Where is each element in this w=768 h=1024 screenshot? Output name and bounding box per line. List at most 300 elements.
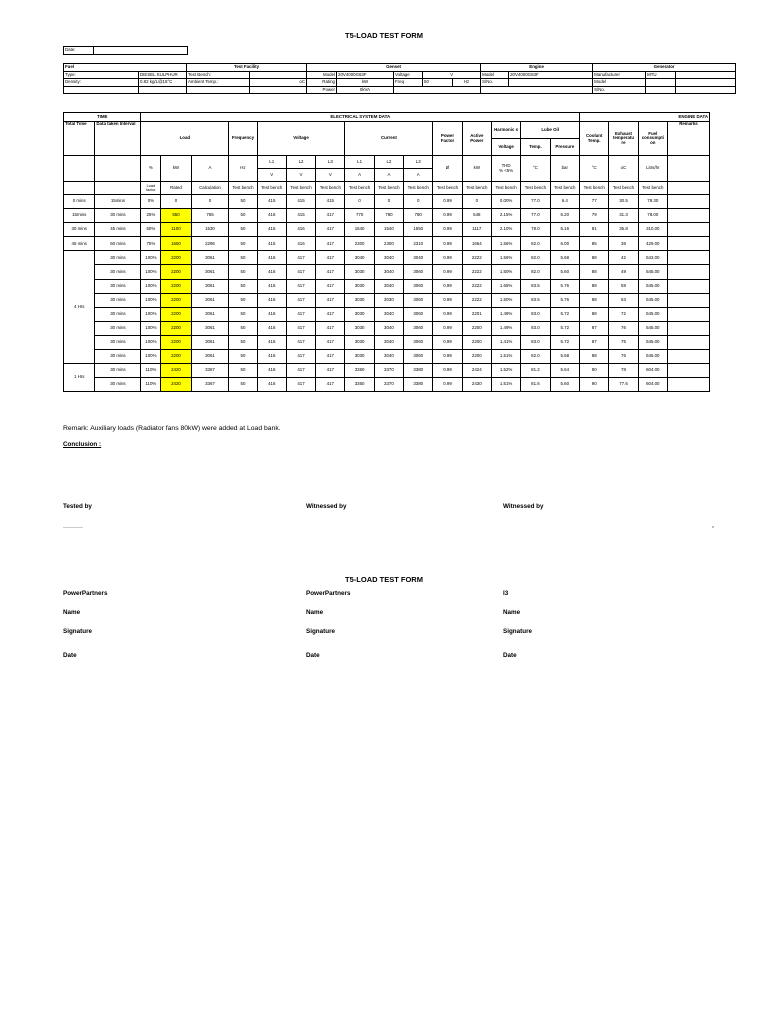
gen-sno-field[interactable] [646, 86, 676, 94]
lube-temp-cell: 82.0 [521, 350, 550, 364]
rating-label: Rating [307, 79, 337, 87]
exhaust-temp-cell: 59 [609, 279, 638, 293]
current-l2-cell: 2300 [374, 237, 403, 251]
frequency-cell: 50 [229, 251, 257, 265]
load-pct-cell: 100% [141, 251, 161, 265]
voltage-unit: V [423, 71, 481, 79]
harmonics-voltage-header: Voltage [491, 139, 520, 156]
facility-blank-1 [187, 86, 250, 94]
current-l2-unit: A [374, 169, 403, 182]
lube-temp-cell: 83.5 [521, 279, 550, 293]
voltage-l2-cell: 416 [286, 223, 315, 237]
gen-manufacturer-label: Manufacturer [593, 71, 646, 79]
current-l2-cell: 1540 [374, 223, 403, 237]
current-l1-cell: 3030 [345, 279, 374, 293]
power-factor-cell: 0.99 [433, 350, 462, 364]
power-factor-cell: 0.99 [433, 209, 462, 223]
voltage-l3-cell: 417 [316, 265, 345, 279]
thd-label: THD [501, 162, 511, 168]
active-power-cell: 2222 [462, 265, 491, 279]
table-row [64, 237, 710, 251]
thd-cell: 1.49% [491, 307, 520, 321]
interval-cell: 30 mins [95, 209, 141, 223]
current-l2-cell: 3040 [374, 350, 403, 364]
current-l2-cell: 3040 [374, 307, 403, 321]
lube-pressure-cell: 5.72 [550, 321, 580, 335]
current-l1-cell: 3030 [345, 307, 374, 321]
frequency-cell: 50 [229, 364, 257, 378]
ambient-label: Ambient Temp.: [187, 79, 250, 87]
remarks-cell [667, 237, 709, 251]
coolant-temp-cell: 77 [580, 195, 609, 209]
interval-cell: 60 mins [95, 237, 141, 251]
current-l3-cell: 1550 [404, 223, 433, 237]
voltage-l2-cell: 416 [286, 237, 315, 251]
thd-limit: % <5% [499, 167, 514, 173]
gen-manufacturer-extra [676, 71, 736, 79]
interval-unit [95, 156, 141, 182]
exhaust-temp-cell: 38 [609, 237, 638, 251]
coolant-temp-cell: 81 [580, 223, 609, 237]
current-l1-cell: 1540 [345, 223, 374, 237]
load-kw-cell: 1100 [161, 223, 191, 237]
coolant-temp-cell: 90 [580, 364, 609, 378]
voltage-l2-cell: 417 [286, 364, 315, 378]
gen-model-field[interactable] [646, 79, 676, 87]
load-amp-cell: 3061 [191, 307, 229, 321]
current-l2-cell: 0 [374, 195, 403, 209]
lube-pressure-cell: 5.68 [550, 350, 580, 364]
page2-date-1: Date [63, 652, 77, 659]
exhaust-temp-cell: 42 [609, 251, 638, 265]
source-calculation: Calculation [191, 182, 229, 195]
unit-kw: kW [161, 156, 191, 182]
interval-cell: 30 mins [95, 293, 141, 307]
date-field[interactable] [94, 47, 188, 55]
table-row [64, 364, 710, 378]
load-pct-cell: 100% [141, 335, 161, 349]
current-l2: L2 [374, 156, 403, 169]
lube-temp-cell: 83.0 [521, 321, 550, 335]
fuel-consumption-cell: 545.00 [638, 279, 667, 293]
source-lube-temp: Test bench [521, 182, 550, 195]
current-l3-cell: 3060 [404, 321, 433, 335]
current-l3-cell: 3060 [404, 335, 433, 349]
current-l2-cell: 3030 [374, 293, 403, 307]
witnessed-by-label-2: Witnessed by [503, 503, 544, 510]
voltage-l2-unit: V [286, 169, 315, 182]
unit-lube-pressure: bar [550, 156, 580, 182]
voltage-l1-cell: 415 [257, 195, 286, 209]
load-pct-cell: 100% [141, 293, 161, 307]
power-factor-cell: 0.99 [433, 335, 462, 349]
voltage-l1-cell: 416 [257, 251, 286, 265]
frequency-cell: 50 [229, 321, 257, 335]
coolant-temp-header: Coolant Temp. [580, 122, 609, 156]
current-l3-cell: 3060 [404, 279, 433, 293]
current-l1-cell: 3030 [345, 265, 374, 279]
faint-mark-left [63, 527, 83, 528]
fuel-consumption-cell: 545.00 [638, 321, 667, 335]
unit-amp: A [191, 156, 229, 182]
frequency-cell: 50 [229, 209, 257, 223]
tested-by-label: Tested by [63, 503, 92, 510]
exhaust-temp-cell: 78 [609, 364, 638, 378]
interval-cell: 30 mins [95, 265, 141, 279]
exhaust-temp-cell: 49 [609, 265, 638, 279]
current-l1-cell: 2300 [345, 237, 374, 251]
lube-pressure-cell: 6.16 [550, 223, 580, 237]
lube-pressure-cell: 6.20 [550, 209, 580, 223]
engine-model-label: Model [481, 71, 509, 79]
coolant-temp-cell: 88 [580, 279, 609, 293]
frequency-cell: 50 [229, 293, 257, 307]
power-factor-cell: 0.99 [433, 223, 462, 237]
voltage-l2-cell: 417 [286, 307, 315, 321]
coolant-temp-cell: 87 [580, 321, 609, 335]
load-kw-cell: 2200 [161, 279, 191, 293]
coolant-temp-cell: 88 [580, 350, 609, 364]
active-power-cell: 1117 [462, 223, 491, 237]
source-v2: Test bench [286, 182, 315, 195]
lube-pressure-cell: 5.60 [550, 265, 580, 279]
remarks-cell [667, 321, 709, 335]
load-kw-cell: 2200 [161, 321, 191, 335]
interval-cell: 30 mins [95, 321, 141, 335]
thd-cell: 1.52% [491, 364, 520, 378]
lube-temp-cell: 83.5 [521, 293, 550, 307]
genset-model-value: 20V4000G63F [337, 71, 394, 79]
frequency-cell: 50 [229, 265, 257, 279]
total-time-unit [64, 156, 95, 182]
generator-section-header: Generator [593, 64, 736, 72]
voltage-l3: L3 [316, 156, 345, 169]
thd-cell: 0.00% [491, 195, 520, 209]
witnessed-by-label-1: Witnessed by [306, 503, 347, 510]
data-rows [64, 195, 710, 392]
load-amp-cell: 1530 [191, 223, 229, 237]
gen-manufacturer-value: MTU [646, 71, 676, 79]
voltage-l1-cell: 416 [257, 265, 286, 279]
current-l2-cell: 3370 [374, 364, 403, 378]
table-row [64, 251, 710, 265]
total-time-cell: 4 Hrs [64, 251, 95, 364]
lube-pressure-cell: 6.4 [550, 195, 580, 209]
frequency-cell: 50 [229, 195, 257, 209]
source-v1: Test bench [257, 182, 286, 195]
voltage-l3-cell: 417 [316, 251, 345, 265]
current-l2-cell: 3040 [374, 279, 403, 293]
load-amp-cell: 3061 [191, 293, 229, 307]
exhaust-temp-cell: 76 [609, 321, 638, 335]
voltage-l2-cell: 417 [286, 321, 315, 335]
fuel-density-label: Density: [64, 79, 139, 87]
table-row [64, 335, 710, 349]
table-row [64, 307, 710, 321]
voltage-l1-cell: 416 [257, 364, 286, 378]
table-row [64, 265, 710, 279]
load-pct-cell: 100% [141, 307, 161, 321]
fuel-consumption-cell: 545.00 [638, 335, 667, 349]
voltage-l1: L1 [257, 156, 286, 169]
fuel-consumption-cell: 543.00 [638, 251, 667, 265]
source-coolant: Test bench [580, 182, 609, 195]
voltage-l3-cell: 417 [316, 279, 345, 293]
lube-temp-cell: 82.0 [521, 251, 550, 265]
coolant-temp-cell: 90 [580, 378, 609, 392]
remarks-cell [667, 307, 709, 321]
load-amp-cell: 3061 [191, 350, 229, 364]
test-bench-label: Test Bench: [187, 71, 250, 79]
interval-cell: 30 mins [95, 350, 141, 364]
source-exhaust: Test bench [609, 182, 638, 195]
load-amp-cell: 3061 [191, 279, 229, 293]
lube-temp-cell: 82.0 [521, 265, 550, 279]
remarks-cell [667, 265, 709, 279]
form-title: T5-LOAD TEST FORM [345, 31, 423, 40]
page2-org-2: PowerPartners [306, 590, 351, 597]
lube-temp-cell: 78.0 [521, 223, 550, 237]
lube-temp-cell: 81.6 [521, 378, 550, 392]
current-l1-cell: 3030 [345, 293, 374, 307]
conclusion-label: Conclusion : [63, 441, 102, 448]
interval-cell: 30 mins [95, 307, 141, 321]
load-kw-cell: 550 [161, 209, 191, 223]
source-thd: Test bench [491, 182, 520, 195]
total-time-cell: 15mins [64, 209, 95, 223]
load-amp-cell: 3061 [191, 321, 229, 335]
harmonics-header: Harmonic s [491, 122, 520, 139]
load-amp-cell: 765 [191, 209, 229, 223]
fuel-blank-1 [64, 86, 139, 94]
exhaust-temp-cell: 75 [609, 335, 638, 349]
active-power-cell: 548 [462, 209, 491, 223]
voltage-l2-cell: 417 [286, 265, 315, 279]
thd-cell: 1.65% [491, 279, 520, 293]
unit-kw-active: kW [462, 156, 491, 182]
load-pct-cell: 25% [141, 209, 161, 223]
unit-fuel: Litrs/hr [638, 156, 667, 182]
current-l3-cell: 780 [404, 209, 433, 223]
current-l1-cell: 0 [345, 195, 374, 209]
voltage-l3-cell: 417 [316, 321, 345, 335]
interval-cell: 30 mins [95, 378, 141, 392]
current-l1-cell: 3030 [345, 335, 374, 349]
load-test-table [63, 112, 710, 392]
fuel-consumption-cell: 546.00 [638, 350, 667, 364]
lube-pressure-cell: 5.76 [550, 293, 580, 307]
lube-pressure-cell: 6.00 [550, 237, 580, 251]
active-power-cell: 0 [462, 195, 491, 209]
fuel-consumption-cell: 78.30 [638, 195, 667, 209]
active-power-header: Active Power [462, 122, 491, 156]
exhaust-temp-cell: 72 [609, 307, 638, 321]
current-l1-cell: 770 [345, 209, 374, 223]
current-l3-cell: 3060 [404, 350, 433, 364]
fuel-consumption-cell: 545.00 [638, 265, 667, 279]
load-amp-cell: 3061 [191, 265, 229, 279]
fuel-consumption-cell: 604.00 [638, 378, 667, 392]
page2-signature-1: Signature [63, 628, 93, 635]
freq-label: Freq [394, 79, 423, 87]
voltage-l1-cell: 415 [257, 223, 286, 237]
thd-cell: 1.41% [491, 335, 520, 349]
frequency-cell: 50 [229, 223, 257, 237]
unit-pct: % [141, 156, 161, 182]
unit-lube-temp: °C [521, 156, 550, 182]
voltage-l2-cell: 417 [286, 335, 315, 349]
current-header: Current [345, 122, 433, 156]
load-header: Load [141, 122, 229, 156]
power-factor-cell: 0.99 [433, 321, 462, 335]
lube-pressure-cell: 5.76 [550, 279, 580, 293]
voltage-l3-cell: 417 [316, 364, 345, 378]
test-bench-field[interactable] [250, 71, 307, 79]
source-pf: Test bench [433, 182, 462, 195]
load-kw-cell: 0 [161, 195, 191, 209]
power-factor-cell: 0.99 [433, 293, 462, 307]
load-kw-cell: 2200 [161, 265, 191, 279]
electrical-group-header: ELECTRICAL SYSTEM DATA [141, 113, 580, 122]
current-l3-unit: A [404, 169, 433, 182]
total-time-cell: 45 mins [64, 237, 95, 251]
voltage-l3-cell: 417 [316, 293, 345, 307]
table-row [64, 321, 710, 335]
voltage-l2-cell: 417 [286, 251, 315, 265]
page2-signature-2: Signature [306, 628, 336, 635]
thd-cell: 2.10% [491, 223, 520, 237]
power-factor-cell: 0.99 [433, 378, 462, 392]
total-time-cell: 0 mins [64, 195, 95, 209]
frequency-cell: 50 [229, 279, 257, 293]
power-factor-cell: 0.99 [433, 251, 462, 265]
gen-sno-extra [676, 86, 736, 94]
info-table [63, 63, 736, 94]
current-l2-cell: 3040 [374, 335, 403, 349]
source-freq: Test bench [229, 182, 257, 195]
thd-cell: 1.50% [491, 293, 520, 307]
ambient-unit: oC [250, 79, 307, 87]
voltage-l2-cell: 417 [286, 279, 315, 293]
frequency-cell: 50 [229, 307, 257, 321]
voltage-l3-cell: 417 [316, 335, 345, 349]
freq-unit: Hz [453, 79, 481, 87]
voltage-l3-cell: 417 [316, 209, 345, 223]
thd-unit [491, 156, 520, 182]
page2-name-2: Name [306, 609, 324, 616]
source-load-factor: Load factor [141, 182, 161, 195]
power-factor-cell: 0.99 [433, 279, 462, 293]
current-l3-cell: 3380 [404, 364, 433, 378]
fuel-section-header: Fuel [64, 64, 187, 72]
coolant-temp-cell: 88 [580, 251, 609, 265]
voltage-l2: L2 [286, 156, 315, 169]
exhaust-temp-cell: 77.6 [609, 378, 638, 392]
exhaust-temp-cell: 31.3 [609, 209, 638, 223]
fuel-blank-2 [139, 86, 187, 94]
thd-cell: 1.51% [491, 378, 520, 392]
interval-cell: 15mins [95, 195, 141, 209]
power-factor-cell: 0.99 [433, 237, 462, 251]
coolant-temp-cell: 88 [580, 265, 609, 279]
remarks-cell [667, 223, 709, 237]
active-power-cell: 2222 [462, 279, 491, 293]
load-pct-cell: 100% [141, 321, 161, 335]
active-power-cell: 2222 [462, 293, 491, 307]
load-pct-cell: 50% [141, 223, 161, 237]
current-l2-cell: 3370 [374, 378, 403, 392]
page2-date-2: Date [306, 652, 320, 659]
remarks-cell [667, 364, 709, 378]
frequency-cell: 50 [229, 237, 257, 251]
source-a3: Test bench [404, 182, 433, 195]
total-time-header: Total Time [64, 122, 95, 156]
load-amp-cell: 3061 [191, 335, 229, 349]
remarks-unit [667, 156, 709, 182]
voltage-l2-cell: 415 [286, 195, 315, 209]
thd-cell: 1.56% [491, 237, 520, 251]
power-factor-cell: 0.99 [433, 265, 462, 279]
total-time-cell: 30 mins [64, 223, 95, 237]
genset-model-label: Model [307, 71, 337, 79]
source-v3: Test bench [316, 182, 345, 195]
lube-pressure-header: Pressure [550, 139, 580, 156]
rating-unit: kW [337, 79, 394, 87]
page2-org-1: PowerPartners [63, 590, 108, 597]
voltage-l1-cell: 416 [257, 378, 286, 392]
engine-sno-field[interactable] [509, 79, 593, 87]
current-l3-cell: 3380 [404, 378, 433, 392]
table-row [64, 223, 710, 237]
current-l1-cell: 3040 [345, 251, 374, 265]
unit-coolant: °C [580, 156, 609, 182]
frequency-cell: 50 [229, 378, 257, 392]
current-l3: L3 [404, 156, 433, 169]
load-kw-cell: 2420 [161, 378, 191, 392]
interval-cell: 30 mins [95, 251, 141, 265]
voltage-l1-cell: 416 [257, 321, 286, 335]
date-label: Date: [64, 47, 94, 55]
freq-value: 50 [423, 79, 453, 87]
frequency-header: Frequency [229, 122, 257, 156]
thd-cell: 1.56% [491, 251, 520, 265]
active-power-cell: 2222 [462, 251, 491, 265]
lube-temp-cell: 82.0 [521, 237, 550, 251]
remarks-cell [667, 293, 709, 307]
load-amp-cell: 0 [191, 195, 229, 209]
active-power-cell: 2200 [462, 321, 491, 335]
source-rated: Rated [161, 182, 191, 195]
voltage-l2-cell: 415 [286, 209, 315, 223]
load-kw-cell: 2200 [161, 293, 191, 307]
remarks-cell [667, 378, 709, 392]
current-l1-cell: 3030 [345, 350, 374, 364]
current-l3-cell: 3040 [404, 251, 433, 265]
current-l2-cell: 3040 [374, 251, 403, 265]
source-remarks [667, 182, 709, 195]
thd-cell: 1.51% [491, 350, 520, 364]
power-label: Power [307, 86, 337, 94]
load-kw-cell: 2200 [161, 251, 191, 265]
voltage-label: Voltage [394, 71, 423, 79]
load-pct-cell: 110% [141, 364, 161, 378]
active-power-cell: 1664 [462, 237, 491, 251]
genset-blank [394, 86, 481, 94]
table-row [64, 350, 710, 364]
voltage-l3-cell: 417 [316, 223, 345, 237]
current-l3-cell: 3060 [404, 293, 433, 307]
source-a1: Test bench [345, 182, 374, 195]
